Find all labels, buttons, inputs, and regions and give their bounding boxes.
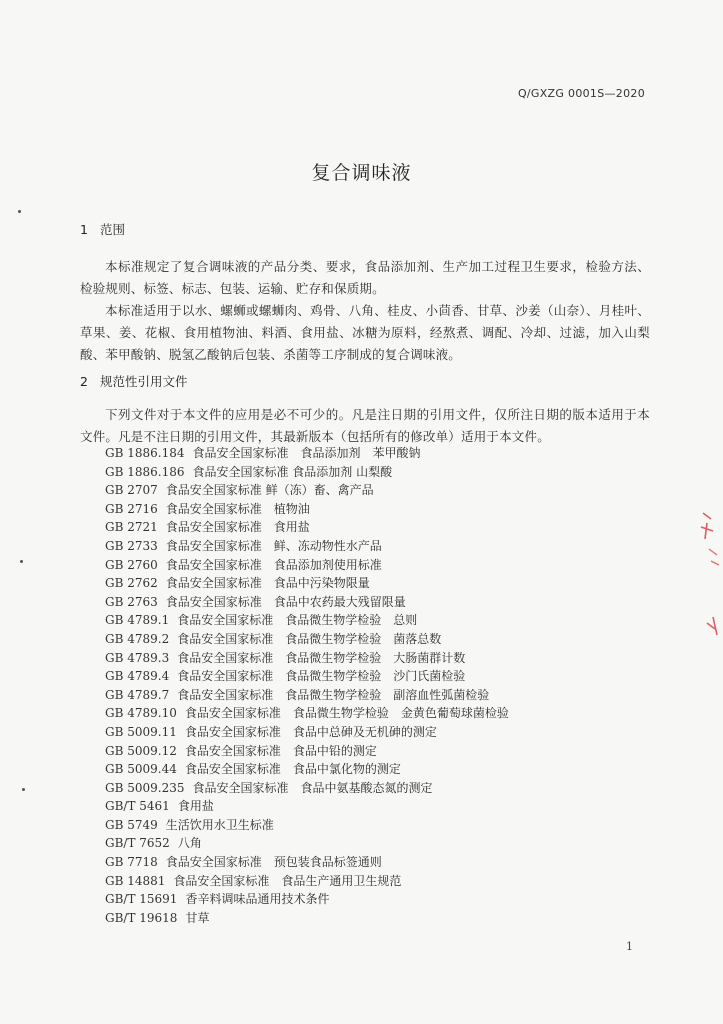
reference-code: GB 2707 bbox=[105, 483, 158, 498]
reference-item bbox=[105, 704, 665, 723]
reference-title: 食品安全国家标准 食品中铅的测定 bbox=[184, 743, 377, 758]
reference-item bbox=[105, 834, 665, 853]
section-number: 2 bbox=[80, 374, 88, 389]
reference-title: 食品安全国家标准 食品微生物学检验 大肠菌群计数 bbox=[177, 650, 466, 665]
reference-code: GB 4789.3 bbox=[105, 650, 170, 665]
reference-item bbox=[105, 593, 665, 612]
reference-title: 食品安全国家标准 食品生产通用卫生规范 bbox=[173, 873, 402, 888]
reference-item bbox=[105, 872, 665, 891]
document-title: 复合调味液 bbox=[311, 162, 412, 184]
reference-title: 香辛料调味品通用技术条件 bbox=[185, 892, 330, 907]
reference-code: GB 1886.186 bbox=[105, 464, 185, 479]
reference-title: 食品安全国家标准 食品添加剂使用标准 bbox=[165, 557, 382, 572]
reference-code: GB 7718 bbox=[105, 855, 158, 870]
reference-item bbox=[105, 500, 665, 519]
reference-title: 食品安全国家标准 食品中总砷及无机砷的测定 bbox=[184, 724, 437, 739]
reference-title: 食品安全国家标准 食品微生物学检验 副溶血性弧菌检验 bbox=[177, 687, 490, 702]
scan-speck bbox=[20, 560, 23, 563]
reference-item bbox=[105, 574, 665, 593]
reference-title: 食品安全国家标准 食品中农药最大残留限量 bbox=[165, 594, 406, 609]
normative-references-intro: 下列文件对于本文件的应用是必不可少的。凡是注日期的引用文件，仅所注日期的版本适用于本文件。凡是不注日期的引用文件，其最新版本（包括所有的修改单）适用于本文件。 bbox=[80, 407, 650, 444]
reference-code: GB 14881 bbox=[105, 873, 166, 888]
reference-item bbox=[105, 611, 665, 630]
reference-item bbox=[105, 630, 665, 649]
reference-item bbox=[105, 686, 665, 705]
reference-title: 食品安全国家标准 植物油 bbox=[165, 501, 310, 516]
reference-item bbox=[105, 816, 665, 835]
reference-code: GB 4789.7 bbox=[105, 687, 170, 702]
section-title: 范围 bbox=[100, 222, 126, 237]
reference-title: 甘草 bbox=[185, 910, 210, 925]
section-number: 1 bbox=[80, 222, 88, 237]
reference-code: GB 2763 bbox=[105, 594, 158, 609]
reference-item bbox=[105, 797, 665, 816]
reference-item bbox=[105, 760, 665, 779]
reference-title: 生活饮用水卫生标准 bbox=[165, 817, 274, 832]
reference-title: 食品安全国家标准 食品添加剂 山梨酸 bbox=[192, 464, 393, 479]
reference-title: 八角 bbox=[177, 836, 202, 851]
reference-title: 食品安全国家标准 食品中氯化物的测定 bbox=[184, 762, 401, 777]
reference-code: GB/T 7652 bbox=[105, 836, 170, 851]
reference-code: GB 2733 bbox=[105, 538, 158, 553]
reference-code: GB 4789.10 bbox=[105, 706, 177, 721]
reference-item bbox=[105, 463, 665, 482]
reference-list bbox=[105, 444, 665, 927]
reference-title: 食品安全国家标准 鲜（冻）畜、禽产品 bbox=[165, 483, 374, 498]
reference-item bbox=[105, 518, 665, 537]
reference-item bbox=[105, 481, 665, 500]
reference-item bbox=[105, 909, 665, 928]
reference-item bbox=[105, 537, 665, 556]
reference-item bbox=[105, 742, 665, 761]
reference-title: 食品安全国家标准 食品微生物学检验 总则 bbox=[177, 613, 418, 628]
reference-code: GB 1886.184 bbox=[105, 446, 185, 460]
section-2-heading bbox=[80, 372, 188, 390]
reference-title: 食品安全国家标准 预包装食品标签通则 bbox=[165, 855, 382, 870]
reference-item bbox=[105, 779, 665, 798]
scope-paragraph-2: 本标准适用于以水、螺蛳或螺蛳肉、鸡骨、八角、桂皮、小茴香、甘草、沙姜（山奈）、月桂叶、草果、姜、花椒、食用植物油、料酒、食用盐、冰糖为原料，经熬煮、调配、冷却、过滤，加入山梨酸、苯甲酸钠、脱氢乙酸钠后包装、杀菌等工序制成的复合调味液。 bbox=[80, 303, 650, 362]
scope-paragraph-1: 本标准规定了复合调味液的产品分类、要求，食品添加剂、生产加工过程卫生要求，检验方法、检验规则、标签、标志、包装、运输、贮存和保质期。 bbox=[80, 259, 650, 296]
reference-code: GB 2716 bbox=[105, 501, 158, 516]
page-number: 1 bbox=[626, 940, 633, 953]
reference-title: 食品安全国家标准 食品微生物学检验 金黄色葡萄球菌检验 bbox=[184, 706, 509, 721]
section-title: 规范性引用文件 bbox=[100, 374, 188, 389]
reference-code: GB 4789.4 bbox=[105, 669, 170, 684]
reference-code: GB 2721 bbox=[105, 520, 158, 535]
section-1-heading bbox=[80, 220, 125, 238]
reference-item bbox=[105, 444, 665, 463]
scan-speck bbox=[22, 788, 25, 791]
reference-title: 食品安全国家标准 食品添加剂 苯甲酸钠 bbox=[192, 446, 421, 460]
reference-title: 食品安全国家标准 食品中污染物限量 bbox=[165, 576, 370, 591]
reference-item bbox=[105, 853, 665, 872]
reference-item bbox=[105, 649, 665, 668]
reference-title: 食品安全国家标准 食品微生物学检验 菌落总数 bbox=[177, 631, 442, 646]
reference-code: GB 2760 bbox=[105, 557, 158, 572]
reference-title: 食品安全国家标准 食品微生物学检验 沙门氏菌检验 bbox=[177, 669, 466, 684]
reference-item bbox=[105, 556, 665, 575]
reference-code: GB 2762 bbox=[105, 576, 158, 591]
reference-title: 食品安全国家标准 鲜、冻动物性水产品 bbox=[165, 538, 382, 553]
reference-code: GB 5009.44 bbox=[105, 762, 177, 777]
reference-title: 食品安全国家标准 食用盐 bbox=[165, 520, 310, 535]
reference-title: 食品安全国家标准 食品中氨基酸态氮的测定 bbox=[192, 780, 433, 795]
reference-code: GB 5749 bbox=[105, 817, 158, 832]
reference-code: GB 5009.235 bbox=[105, 780, 185, 795]
reference-code: GB 5009.12 bbox=[105, 743, 177, 758]
reference-code: GB/T 5461 bbox=[105, 799, 170, 814]
reference-title: 食用盐 bbox=[177, 799, 214, 814]
reference-item bbox=[105, 723, 665, 742]
scan-speck bbox=[18, 210, 21, 213]
reference-code: GB 5009.11 bbox=[105, 724, 177, 739]
reference-code: GB 4789.1 bbox=[105, 613, 170, 628]
reference-code: GB/T 15691 bbox=[105, 892, 178, 907]
reference-item bbox=[105, 667, 665, 686]
red-seal-fragment bbox=[693, 505, 723, 645]
standard-code: Q/GXZG 0001S—2020 bbox=[517, 87, 645, 100]
reference-code: GB 4789.2 bbox=[105, 631, 170, 646]
reference-code: GB/T 19618 bbox=[105, 910, 178, 925]
reference-item bbox=[105, 890, 665, 909]
